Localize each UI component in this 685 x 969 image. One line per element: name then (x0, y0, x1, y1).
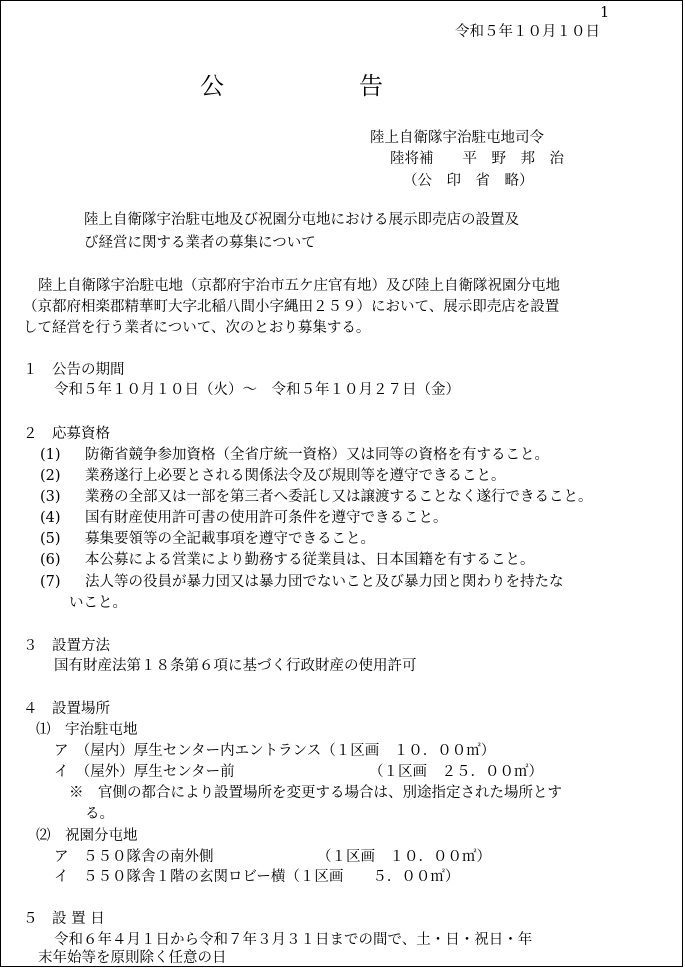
section-2-heading: ２ 応募資格 (23, 426, 110, 442)
qualification-1-text: 防衛省競争参加資格（全省庁統一資格）又は同等の資格を有すること。 (85, 447, 549, 463)
qualification-4-text: 国有財産使用許可書の使用許可条件を遵守できること。 (85, 510, 448, 526)
issuer-name: 陸将補 平 野 邦 治 (390, 151, 564, 167)
intro-line-3: して経営を行う業者について、次のとおり募集する。 (23, 320, 371, 336)
section-5-line-1: 令和６年４月１日から令和７年３月３１日までの間で、土・日・祝日・年 (54, 932, 533, 948)
page-number: 1 (600, 5, 610, 21)
location-uji-i-area: （１区画 ２５．００㎡） (369, 764, 543, 780)
location-uji-label: ⑴ 宇治駐屯地 (36, 722, 138, 738)
location-hosono-a: ア ５５０隊舎の南外側 (54, 849, 214, 865)
qualification-5-num: (5) (40, 531, 61, 547)
location-uji-note-2: る。 (85, 806, 114, 822)
qualification-3-num: (3) (40, 489, 61, 505)
location-hosono-label: ⑵ 祝園分屯地 (36, 828, 138, 844)
notice-date: 令和５年１０月１０日 (455, 24, 600, 40)
qualification-6-num: (6) (40, 552, 61, 568)
notice-title-right: 告 (359, 72, 383, 100)
qualification-2-text: 業務遂行上必要とされる関係法令及び規則等を遵守できること。 (85, 468, 506, 484)
section-1-period: 令和５年１０月１０日（火）～ 令和５年１０月２７日（金） (54, 382, 460, 398)
section-5-line-2: 末年始等を原則除く任意の日 (38, 950, 227, 966)
qualification-2-num: (2) (40, 468, 61, 484)
location-hosono-i: イ ５５０隊舎１階の玄関ロビー横（１区画 ５．００㎡） (54, 869, 460, 885)
location-uji-note-1: ※ 官側の都合により設置場所を変更する場合は、別途指定された場所とす (69, 785, 562, 801)
issuer-org: 陸上自衛隊宇治駐屯地司令 (370, 130, 544, 146)
qualification-6-text: 本公募による営業により勤務する従業員は、日本国籍を有すること。 (85, 552, 535, 568)
qualification-1-num: (1) (40, 447, 61, 463)
location-uji-a: ア （屋内）厚生センター内エントランス（１区画 １０．００㎡） (54, 743, 496, 759)
location-uji-i: イ （屋外）厚生センター前 (54, 764, 235, 780)
qualification-7-continuation: いこと。 (69, 595, 127, 611)
section-3-text: 国有財産法第１８条第６項に基づく行政財産の使用許可 (54, 658, 417, 674)
location-hosono-a-area: （１区画 １０．００㎡） (317, 849, 491, 865)
qualification-7-text: 法人等の役員が暴力団又は暴力団でないこと及び暴力団と関わりを持たな (85, 574, 564, 590)
intro-line-1: 陸上自衛隊宇治駐屯地（京都府宇治市五ケ庄官有地）及び陸上自衛隊祝園分屯地 (38, 278, 560, 294)
subject-line-1: 陸上自衛隊宇治駐屯地及び祝園分屯地における展示即売店の設置及 (84, 212, 519, 228)
qualification-5-text: 募集要領等の全記載事項を遵守できること。 (85, 531, 375, 547)
qualification-4-num: (4) (40, 510, 61, 526)
subject-line-2: び経営に関する業者の募集について (84, 235, 316, 251)
issuer-seal-note: （公 印 省 略） (403, 173, 534, 189)
section-4-heading: ４ 設置場所 (23, 701, 110, 717)
intro-line-2: （京都府相楽郡精華町大字北稲八間小字縄田２５９）において、展示即売店を設置 (23, 299, 560, 315)
section-5-heading: ５ 設 置 日 (23, 911, 105, 927)
qualification-3-text: 業務の全部又は一部を第三者へ委託し又は譲渡することなく遂行できること。 (85, 489, 593, 505)
section-1-heading: １ 公告の期間 (23, 362, 125, 378)
section-3-heading: ３ 設置方法 (23, 638, 110, 654)
notice-title-left: 公 (200, 72, 224, 100)
qualification-7-num: (7) (40, 574, 61, 590)
